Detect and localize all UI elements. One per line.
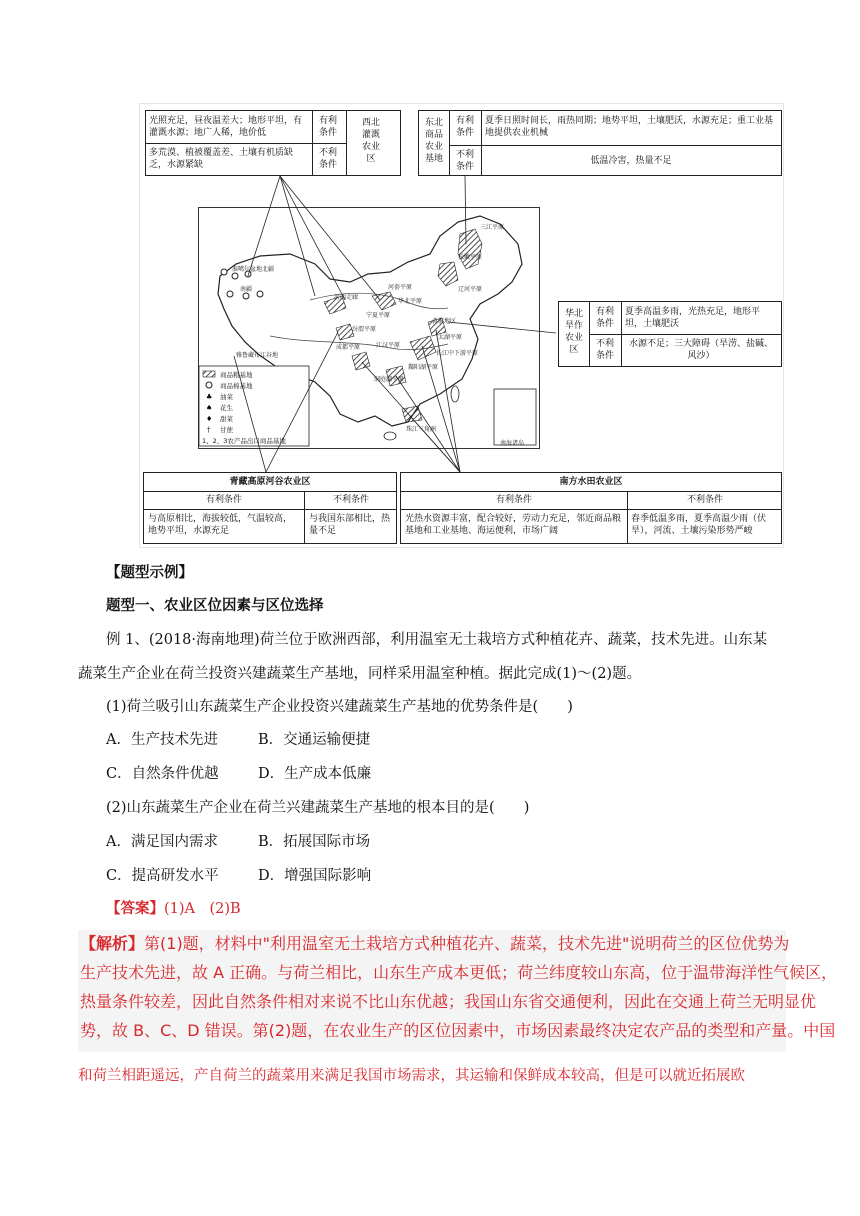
- legend-cotton-base: 商品棉基地: [220, 382, 253, 390]
- q2-option-d: D．增强国际影响: [258, 868, 372, 884]
- map-label: 珠江三角洲: [406, 426, 437, 433]
- legend-sugar-cane: 甘蔗: [220, 426, 233, 434]
- map-label: 南海诸岛: [500, 440, 525, 447]
- northchina-region-box: [558, 301, 782, 367]
- legend-export-base: 1、2、3农产品出口商品基地: [202, 437, 286, 445]
- northwest-unfavorable-text: 多荒漠、植被覆盖差、土壤有机质缺乏，水源紧缺: [149, 148, 294, 170]
- northchina-region-name: 华北旱作农业区: [564, 309, 583, 355]
- analysis-line-2: 生产技术先进，故 A 正确。与荷兰相比，山东生产成本更低；荷兰纬度较山东高，位于温带海洋性气候区，: [80, 963, 838, 982]
- q2-option-a: A．满足国内需求: [106, 834, 218, 850]
- northchina-unfavorable-text: 水源不足；三大障碍（旱涝、盐碱、风沙）: [628, 339, 773, 361]
- map-label: 成都平原: [336, 344, 361, 351]
- map-label: 准噶尔盆地: [232, 266, 263, 273]
- q1-option-c: C．自然条件优越: [106, 766, 219, 782]
- example-line-1: 例 1、(2018·海南地理)荷兰位于欧洲西部，利用温室无土栽培方式种植花卉、蔬菜，技术先进。山东某: [106, 632, 768, 648]
- south-unfavorable-text: 春季低温多雨，夏季高温少雨（伏旱），河流、土壤污染形势严峻: [631, 514, 767, 536]
- map-label: 雅鲁藏布江谷地: [236, 352, 279, 359]
- analysis-line-4: 势，故 B、C、D 错误。第(2)题，在农业生产的区位因素中，市场因素最终决定农产品的类型和产量。中国: [80, 1021, 836, 1040]
- analysis-line-5: 和荷兰相距遥远，产自荷兰的蔬菜用来满足我国市场需求，其运输和保鲜成本较高，但是可以就近拓展欧: [78, 1068, 745, 1084]
- northchina-favorable-text: 夏季高温多雨，光热充足，地形平坦，土壤肥沃: [625, 307, 761, 329]
- q2-option-b: B．拓展国际市场: [258, 834, 371, 850]
- map-label: 三江平原: [480, 224, 505, 231]
- map-label: 北疆: [262, 266, 275, 273]
- map-label: 汾渭平原: [352, 326, 377, 333]
- legend-sugar-beet: 甜菜: [220, 415, 233, 423]
- map-label: 太湖平原: [438, 334, 463, 341]
- analysis-line-1: 【解析】第(1)题，材料中"利用温室无土栽培方式种植花卉、蔬菜，技术先进"说明荷兰的区位优势为: [80, 934, 790, 953]
- qingzang-title: 青藏高原河谷农业区: [229, 477, 311, 487]
- section-heading: 【题型示例】: [106, 564, 193, 581]
- map-label: 黄淮地区: [432, 318, 457, 325]
- northchina-unfavorable-label: 不利条件: [595, 339, 614, 361]
- question-2: (2)山东蔬菜生产企业在荷兰兴建蔬菜生产基地的根本目的是( ): [106, 800, 530, 816]
- northeast-favorable-label: 有利条件: [455, 116, 474, 138]
- map-label: 洞庭湖平原: [374, 376, 405, 383]
- legend-peanut: 花生: [220, 404, 233, 412]
- legend-rapeseed: 油菜: [220, 393, 233, 401]
- q2-option-c: C．提高研发水平: [106, 868, 219, 884]
- svg-text:†: †: [207, 426, 211, 434]
- qingzang-favorable-text: 与高原相比，海拔较低，气温较高，地势平坦，水源充足: [148, 514, 293, 536]
- northeast-region-name: 东北商品农业基地: [424, 118, 443, 164]
- northwest-region-name: 西北灌溉农业区: [361, 118, 380, 164]
- map-label: 长江中下游平原: [436, 350, 479, 357]
- q1-option-a: A．生产技术先进: [106, 732, 218, 748]
- qingzang-favorable-label: 有利条件: [205, 495, 242, 505]
- map-label: 鄱阳湖平原: [408, 364, 439, 371]
- question-type-title: 题型一、农业区位因素与区位选择: [106, 597, 324, 614]
- northeast-favorable-text: 夏季日照时间长，雨热同期；地势平坦，土壤肥沃，水源充足；重工业基地提供农业机械: [485, 116, 774, 138]
- map-label: 华北平原: [398, 298, 423, 305]
- qingzang-region-box: [143, 472, 397, 544]
- q1-option-d: D．生产成本低廉: [258, 766, 372, 782]
- south-unfavorable-label: 不利条件: [686, 495, 723, 505]
- map-label: 宁夏平原: [366, 312, 391, 319]
- legend-grain-base: 商品粮基地: [220, 371, 253, 379]
- svg-text:♦: ♦: [206, 415, 213, 423]
- legend-symbols: [202, 369, 218, 435]
- northchina-favorable-label: 有利条件: [595, 307, 614, 329]
- analysis-line-3: 热量条件较差，因此自然条件相对来说不比山东优越；我国山东省交通便利，因此在交通上荷兰无明显优: [80, 992, 817, 1011]
- map-label: 江汉平原: [376, 342, 401, 349]
- south-title: 南方水田农业区: [559, 477, 623, 487]
- map-label: 辽河平原: [458, 286, 483, 293]
- qingzang-unfavorable-text: 与我国东部相比，热量不足: [309, 514, 391, 536]
- agriculture-map-figure: [139, 103, 784, 548]
- northwest-unfavorable-label: 不利条件: [318, 148, 337, 170]
- analysis-label: 【解析】: [80, 934, 145, 953]
- svg-text:♠: ♠: [206, 404, 213, 412]
- northwest-favorable-label: 有利条件: [318, 116, 337, 138]
- answer-line: [106, 899, 241, 919]
- south-region-box: [400, 472, 782, 544]
- question-1: (1)荷兰吸引山东蔬菜生产企业投资兴建蔬菜生产基地的优势条件是( ): [106, 699, 573, 715]
- northeast-unfavorable-text: 低温冷害，热量不足: [590, 156, 672, 166]
- map-label: 南疆: [240, 286, 253, 293]
- svg-text:♣: ♣: [206, 393, 213, 401]
- map-label: 松嫩平原: [458, 254, 483, 261]
- answer-label: 【答案】: [106, 900, 164, 917]
- northwest-favorable-text: 光照充足，昼夜温差大；地形平坦，有灌溉水源；地广人稀，地价低: [149, 116, 303, 138]
- map-label: 河套平原: [388, 284, 413, 291]
- answer-text: (1)A (2)B: [164, 901, 241, 917]
- northeast-unfavorable-label: 不利条件: [455, 150, 474, 172]
- q1-option-b: B．交通运输便捷: [258, 732, 371, 748]
- south-favorable-label: 有利条件: [495, 495, 532, 505]
- map-label: 河西走廊: [334, 294, 359, 301]
- example-line-2: 蔬菜生产企业在荷兰投资兴建蔬菜生产基地，同样采用温室种植。据此完成(1)～(2)题。: [78, 666, 642, 682]
- south-favorable-text: 光热水资源丰富，配合较好，劳动力充足，邻近商品粮基地和工业基地、海运便利，市场广阔: [405, 514, 622, 536]
- qingzang-unfavorable-label: 不利条件: [332, 495, 369, 505]
